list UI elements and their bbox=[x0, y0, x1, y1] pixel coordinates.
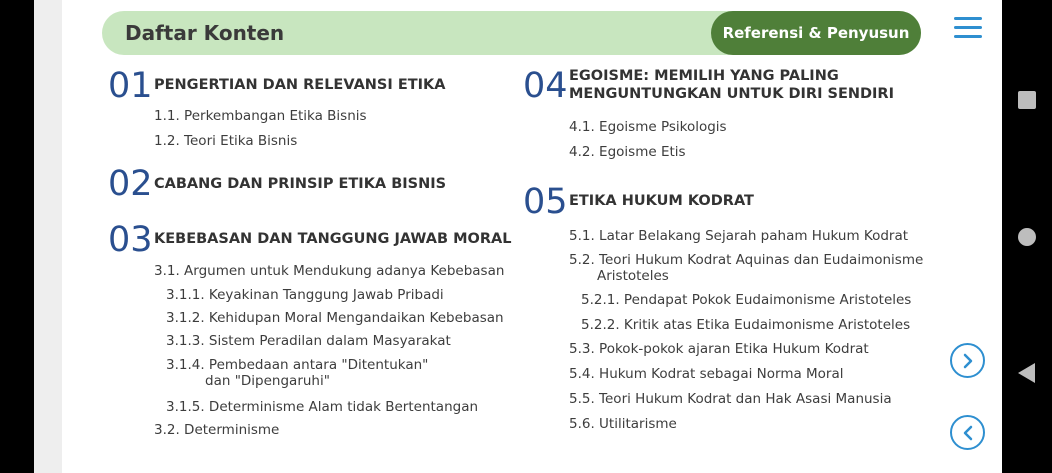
toc-item-5-4[interactable]: 5.4. Hukum Kodrat sebagai Norma Moral bbox=[569, 366, 844, 382]
chapter-number: 02 bbox=[108, 164, 153, 204]
toc-item-4-1[interactable]: 4.1. Egoisme Psikologis bbox=[569, 119, 727, 135]
toc-item-5-2-1[interactable]: 5.2.1. Pendapat Pokok Eudaimonisme Aristoteles bbox=[581, 292, 912, 308]
toc-item-3-1-3[interactable]: 3.1.3. Sistem Peradilan dalam Masyarakat bbox=[166, 333, 451, 349]
toc-item-5-2[interactable]: 5.2. Teori Hukum Kodrat Aquinas dan Eudaimonisme Aristoteles bbox=[569, 252, 924, 284]
toc-item-5-2-2[interactable]: 5.2.2. Kritik atas Etika Eudaimonisme Aristoteles bbox=[581, 317, 911, 333]
system-navigation-bar bbox=[1002, 0, 1052, 473]
left-bezel bbox=[0, 0, 34, 473]
next-page-button[interactable] bbox=[950, 343, 985, 378]
references-button[interactable]: Referensi & Penyusun bbox=[711, 11, 921, 55]
toc-item-3-1-1[interactable]: 3.1.1. Keyakinan Tanggung Jawab Pribadi bbox=[166, 287, 444, 303]
chapter-number: 05 bbox=[523, 182, 568, 222]
menu-icon[interactable] bbox=[954, 17, 982, 39]
chapter-title: ETIKA HUKUM KODRAT bbox=[569, 193, 754, 209]
toc-item-3-2[interactable]: 3.2. Determinisme bbox=[154, 422, 280, 438]
home-icon[interactable] bbox=[1018, 228, 1036, 246]
page-title: Daftar Konten bbox=[125, 21, 285, 45]
chapter-title: PENGERTIAN DAN RELEVANSI ETIKA bbox=[154, 77, 446, 93]
prev-page-button[interactable] bbox=[950, 415, 985, 450]
chevron-left-icon bbox=[961, 425, 975, 441]
toc-item-5-1[interactable]: 5.1. Latar Belakang Sejarah paham Hukum Kodrat bbox=[569, 228, 909, 244]
toc-item-4-2[interactable]: 4.2. Egoisme Etis bbox=[569, 144, 686, 160]
chapter-number: 01 bbox=[108, 66, 153, 106]
back-icon[interactable] bbox=[1018, 363, 1035, 383]
toc-item-3-1-2[interactable]: 3.1.2. Kehidupan Moral Mengandaikan Kebebasan bbox=[166, 310, 504, 326]
side-nav-panel bbox=[934, 0, 1002, 473]
chapter-number: 04 bbox=[523, 66, 568, 106]
chapter-number: 03 bbox=[108, 220, 153, 260]
toc-item-3-1-5[interactable]: 3.1.5. Determinisme Alam tidak Bertentangan bbox=[166, 399, 479, 415]
chevron-right-icon bbox=[961, 353, 975, 369]
chapter-title: EGOISME: MEMILIH YANG PALING MENGUNTUNGKAN UNTUK DIRI SENDIRI bbox=[569, 68, 894, 102]
content-header bbox=[102, 11, 921, 55]
toc-item-3-1[interactable]: 3.1. Argumen untuk Mendukung adanya Kebebasan bbox=[154, 263, 505, 279]
toc-item-1-1[interactable]: 1.1. Perkembangan Etika Bisnis bbox=[154, 108, 367, 124]
toc-item-5-6[interactable]: 5.6. Utilitarisme bbox=[569, 416, 677, 432]
toc-item-5-5[interactable]: 5.5. Teori Hukum Kodrat dan Hak Asasi Manusia bbox=[569, 391, 892, 407]
toc-item-5-3[interactable]: 5.3. Pokok-pokok ajaran Etika Hukum Kodrat bbox=[569, 341, 869, 357]
chapter-title: CABANG DAN PRINSIP ETIKA BISNIS bbox=[154, 176, 447, 192]
toc-item-1-2[interactable]: 1.2. Teori Etika Bisnis bbox=[154, 133, 298, 149]
app-screen bbox=[34, 0, 968, 473]
content-page bbox=[62, 0, 939, 473]
chapter-title: KEBEBASAN DAN TANGGUNG JAWAB MORAL bbox=[154, 231, 512, 247]
toc-item-3-1-4[interactable]: 3.1.4. Pembedaan antara "Ditentukan" dan "Dipengaruhi" bbox=[166, 357, 429, 389]
recents-icon[interactable] bbox=[1018, 91, 1036, 109]
